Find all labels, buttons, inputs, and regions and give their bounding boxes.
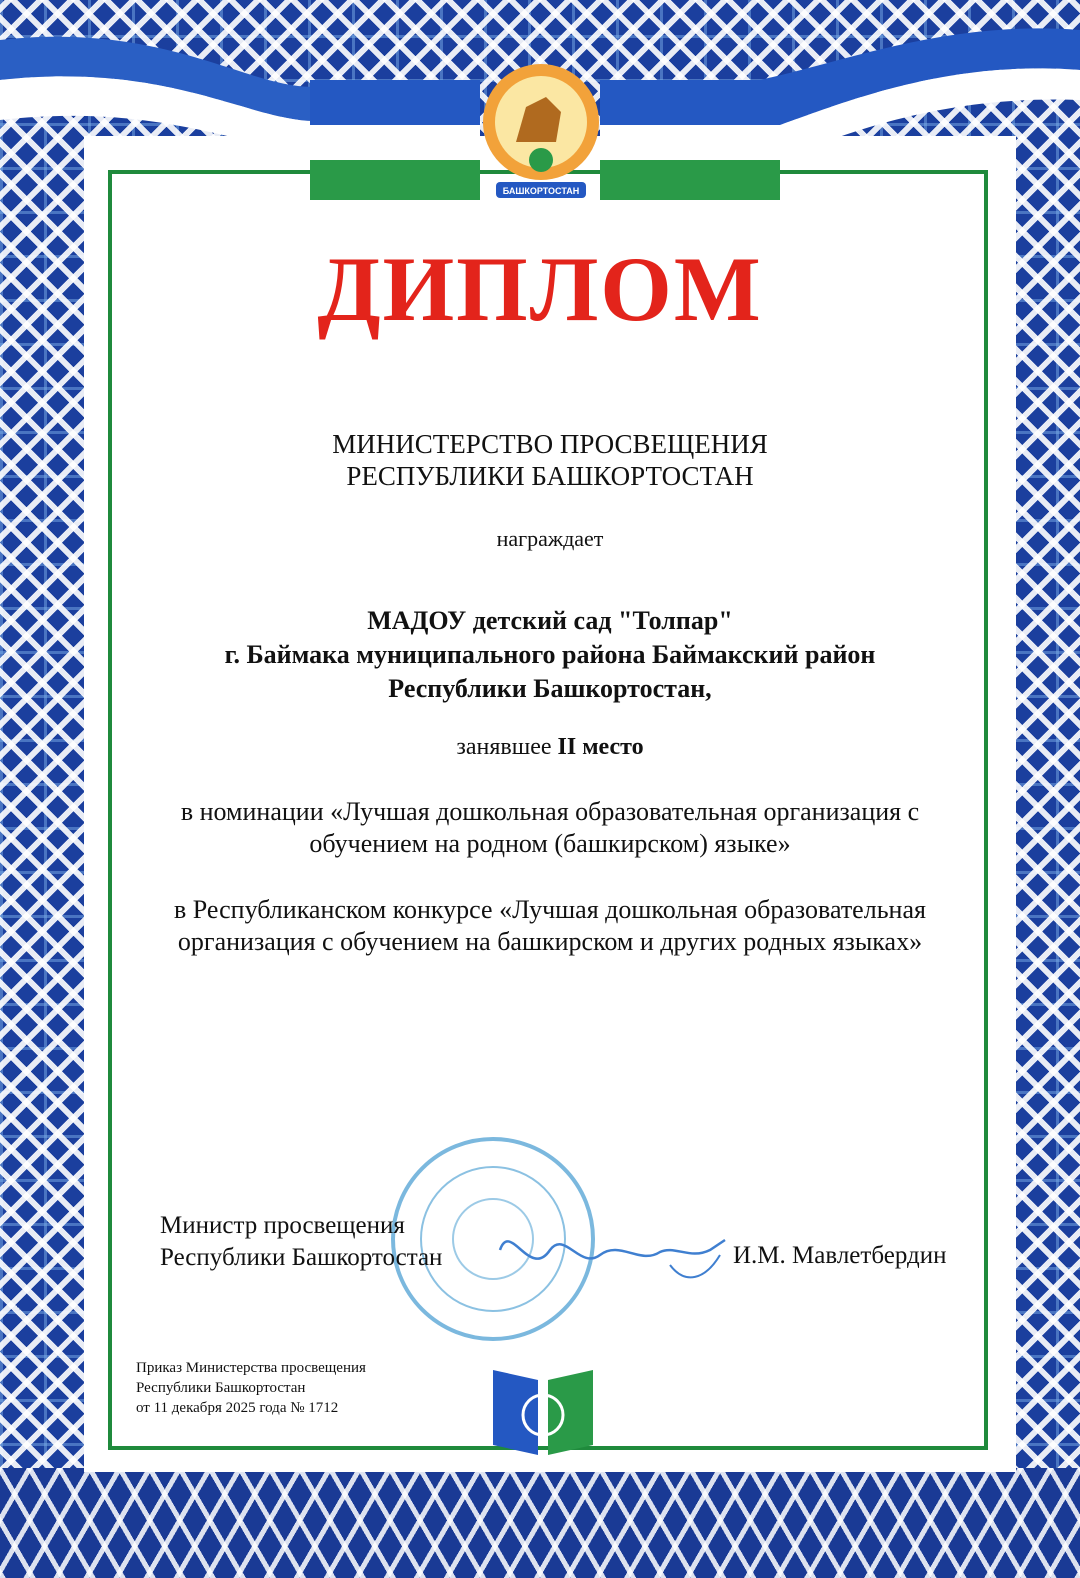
recipient — [120, 604, 980, 706]
contest-line-2: организация с обучением на башкирском и других родных языках» — [177, 927, 923, 956]
contest-line-1: в Республиканском конкурсе «Лучшая дошкольная образовательная — [174, 895, 926, 924]
order-line-3: от 11 декабря 2025 года № 1712 — [136, 1400, 339, 1416]
recipient-line-2: г. Баймака муниципального района Баймакский район — [224, 640, 876, 669]
ministry-name — [120, 428, 980, 492]
recipient-line-3: Республики Башкортостан, — [388, 674, 712, 703]
place-value: II место — [557, 734, 644, 760]
ministry-line-1: МИНИСТЕРСТВО ПРОСВЕЩЕНИЯ — [332, 429, 768, 459]
recipient-line-1: МАДОУ детский сад "Толпар" — [367, 606, 733, 635]
signer-title-line-2: Республики Башкортостан — [160, 1244, 443, 1271]
bashkortostan-emblem — [476, 52, 606, 212]
emblem-text: БАШКОРТОСТАН — [502, 186, 580, 196]
nomination-line-1: в номинации «Лучшая дошкольная образовательная организация с — [180, 797, 920, 826]
ministry-line-2: РЕСПУБЛИКИ БАШКОРТОСТАН — [346, 461, 754, 491]
nomination — [120, 796, 980, 860]
signer-title — [160, 1210, 442, 1274]
place-award — [120, 734, 980, 761]
order-line-1: Приказ Министерства просвещения — [136, 1360, 366, 1376]
awards-text: награждает — [496, 526, 604, 551]
ornamental-border-bottom — [0, 1468, 1080, 1578]
order-reference — [136, 1358, 366, 1418]
nomination-line-2: обучением на родном (башкирском) языке» — [309, 829, 791, 858]
signer-title-line-1: Министр просвещения — [160, 1212, 405, 1239]
order-line-2: Республики Башкортостан — [136, 1380, 306, 1396]
contest — [120, 894, 980, 958]
signature — [470, 1210, 740, 1300]
signer-name: И.М. Мавлетбердин — [733, 1242, 947, 1269]
place-prefix: занявшее — [456, 734, 552, 760]
diploma-title: ДИПЛОМ — [317, 238, 763, 340]
ministry-logo — [488, 1360, 598, 1460]
